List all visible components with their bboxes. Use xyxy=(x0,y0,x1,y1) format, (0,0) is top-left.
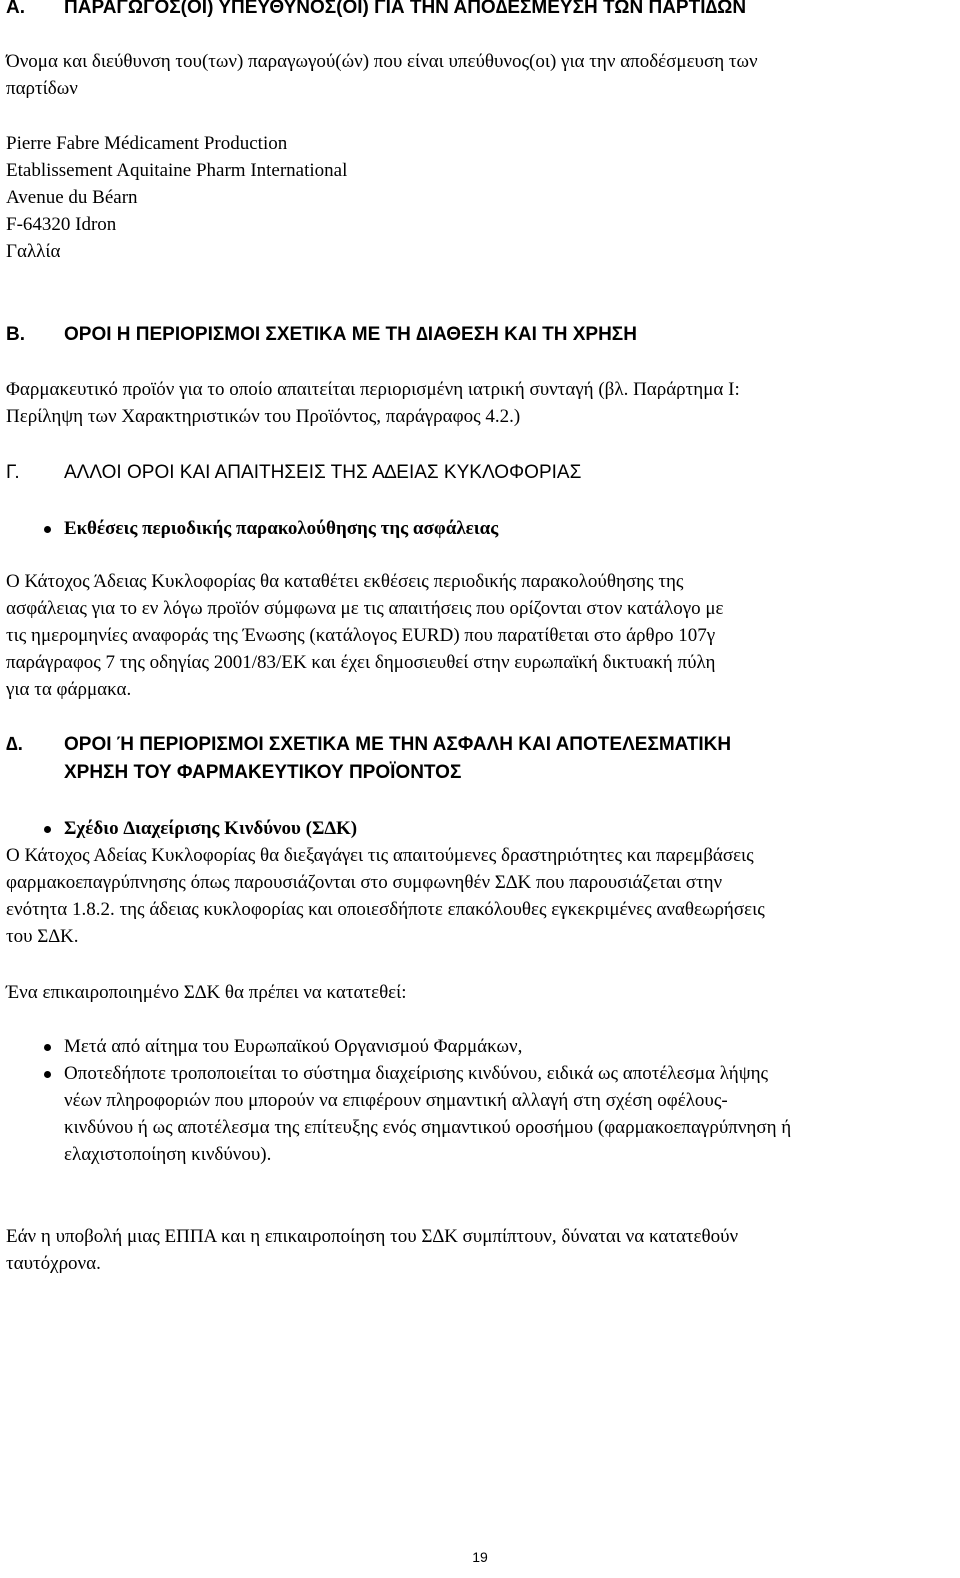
page-number: 19 xyxy=(472,1549,488,1565)
body-line: για τα φάρμακα. xyxy=(6,679,132,700)
bullet-icon xyxy=(44,1044,51,1051)
body-line: παράγραφος 7 της οδηγίας 2001/83/ΕΚ και έχει δημοσιευθεί στην ευρωπαϊκή δικτυακή πύλη xyxy=(6,652,716,673)
list-item xyxy=(6,1033,956,1060)
section-d-letter: ∆. xyxy=(6,734,23,755)
section-b-body xyxy=(6,376,956,430)
section-b-letter: Β. xyxy=(6,324,25,345)
body-line: ενότητα 1.8.2. της άδειας κυκλοφορίας και οποιεσδήποτε επακόλουθες εγκεκριμένες αναθεωρήσεις xyxy=(6,899,765,920)
manufacturer-address xyxy=(6,130,956,265)
section-d-title-line: ΟΡΟΙ Ή ΠΕΡΙΟΡΙΣΜΟΙ ΣΧΕΤΙΚΑ ΜΕ ΤΗΝ ΑΣΦΑΛΗ ΚΑΙ ΑΠΟΤΕΛΕΣΜΑΤΙΚΗ xyxy=(64,734,732,755)
address-line: F-64320 Idron xyxy=(6,214,117,235)
body-line: τις ημερομηνίες αναφοράς της Ένωσης (κατάλογος EURD) που παρατίθεται στο άρθρο 107γ xyxy=(6,625,716,646)
list-item-line: Μετά από αίτημα του Ευρωπαϊκού Οργανισμού Φαρμάκων, xyxy=(64,1036,523,1057)
body-line: ταυτόχρονα. xyxy=(6,1253,101,1274)
section-c-letter: Γ. xyxy=(6,462,20,483)
section-c-heading xyxy=(6,459,956,487)
body-line: του Σ∆Κ. xyxy=(6,926,79,947)
section-c-title: ΑΛΛΟΙ ΟΡΟΙ ΚΑΙ ΑΠΑΙΤΗΣΕΙΣ ΤΗΣ Α∆ΕΙΑΣ ΚΥΚΛΟΦΟΡΙΑΣ xyxy=(64,462,582,483)
body-line: ασφάλειας για το εν λόγω προϊόν σύμφωνα με τις απαιτήσεις που ορίζονται στον κατάλογο με xyxy=(6,598,724,619)
list-item xyxy=(6,815,956,842)
closing-paragraph xyxy=(6,1223,956,1277)
section-b-title: ΟΡΟΙ Η ΠΕΡΙΟΡΙΣΜΟΙ ΣΧΕΤΙΚΑ ΜΕ ΤΗ ∆ΙΑΘΕΣΗ ΚΑΙ ΤΗ ΧΡΗΣΗ xyxy=(64,324,637,345)
address-line: Avenue du Béarn xyxy=(6,187,138,208)
rmp-heading: Σχέδιο ∆ιαχείρισης Κινδύνου (Σ∆Κ) xyxy=(64,818,358,839)
list-item xyxy=(6,515,956,542)
list-item-line: νέων πληροφοριών που μπορούν να επιφέρουν σημαντική αλλαγή στη σχέση οφέλους- xyxy=(64,1090,728,1111)
body-line: φαρμακοεπαγρύπνησης όπως παρουσιάζονται στο συμφωνηθέν Σ∆Κ που παρουσιάζεται στην xyxy=(6,872,723,893)
list-item-line: κινδύνου ή ως αποτέλεσμα της επίτευξης ενός σημαντικού οροσήμου (φαρμακοεπαγρύπνηση ή xyxy=(64,1117,792,1138)
section-c-body xyxy=(6,568,956,703)
section-d-title xyxy=(64,731,956,787)
section-d-title-line: ΧΡΗΣΗ ΤΟΥ ΦΑΡΜΑΚΕΥΤΙΚΟΥ ΠΡΟΪΟΝΤΟΣ xyxy=(64,762,462,783)
section-d-bullets xyxy=(6,815,956,842)
bullet-icon xyxy=(44,1071,51,1078)
address-line: Pierre Fabre Médicament Production xyxy=(6,133,288,154)
intro-line: παρτίδων xyxy=(6,78,78,99)
body-line: Φαρμακευτικό προϊόν για το οποίο απαιτείται περιορισμένη ιατρική συνταγή (βλ. Παράρτημα Ι: xyxy=(6,379,740,400)
list-item-line: ελαχιστοποίηση κινδύνου). xyxy=(64,1144,272,1165)
body-line: Ο Κάτοχος Αδείας Κυκλοφορίας θα διεξαγάγει τις απαιτούμενες δραστηριότητες και παρεμβάσεις xyxy=(6,845,754,866)
body-line: Περίληψη των Χαρακτηριστικών του Προϊόντος, παράγραφος 4.2.) xyxy=(6,406,521,427)
body-line: Ένα επικαιροποιημένο Σ∆Κ θα πρέπει να κατατεθεί: xyxy=(6,982,407,1003)
intro-line: Όνομα και διεύθυνση του(των) παραγωγού(ών) που είναι υπεύθυνος(οι) για την αποδέσμευση των xyxy=(6,51,758,72)
body-line: Εάν η υποβολή μιας ΕΠΠΑ και η επικαιροποίηση του Σ∆Κ συμπίπτουν, δύναται να κατατεθούν xyxy=(6,1226,739,1247)
section-a-title: ΠΑΡΑΓΩΓΟΣ(ΟΙ) ΥΠΕΥΘΥΝΟΣ(ΟΙ) ΓΙΑ ΤΗΝ ΑΠΟ∆ΕΣΜΕΥΣΗ ΤΩΝ ΠΑΡΤΙ∆ΩΝ xyxy=(64,0,747,18)
bullet-icon xyxy=(44,526,51,533)
section-a-letter: Α. xyxy=(6,0,25,18)
section-c-bullets xyxy=(6,515,956,542)
section-d-heading xyxy=(6,731,956,787)
psur-heading: Εκθέσεις περιοδικής παρακολούθησης της ασφάλειας xyxy=(64,518,499,539)
list-item-line: Οποτεδήποτε τροποποιείται το σύστημα διαχείρισης κινδύνου, ειδικά ως αποτέλεσμα λήψης xyxy=(64,1063,769,1084)
section-a-intro xyxy=(6,48,956,102)
list-item xyxy=(6,1060,956,1168)
section-d-body xyxy=(6,842,956,950)
address-line: Γαλλία xyxy=(6,241,61,262)
address-line: Etablissement Aquitaine Pharm International xyxy=(6,160,348,181)
section-b-heading xyxy=(6,321,956,349)
section-a-heading xyxy=(6,0,956,22)
rmp-update-list xyxy=(6,1033,956,1168)
body-line: Ο Κάτοχος Άδειας Κυκλοφορίας θα καταθέτει εκθέσεις περιοδικής παρακολούθησης της xyxy=(6,571,684,592)
bullet-icon xyxy=(44,826,51,833)
rmp-update-intro xyxy=(6,979,956,1006)
